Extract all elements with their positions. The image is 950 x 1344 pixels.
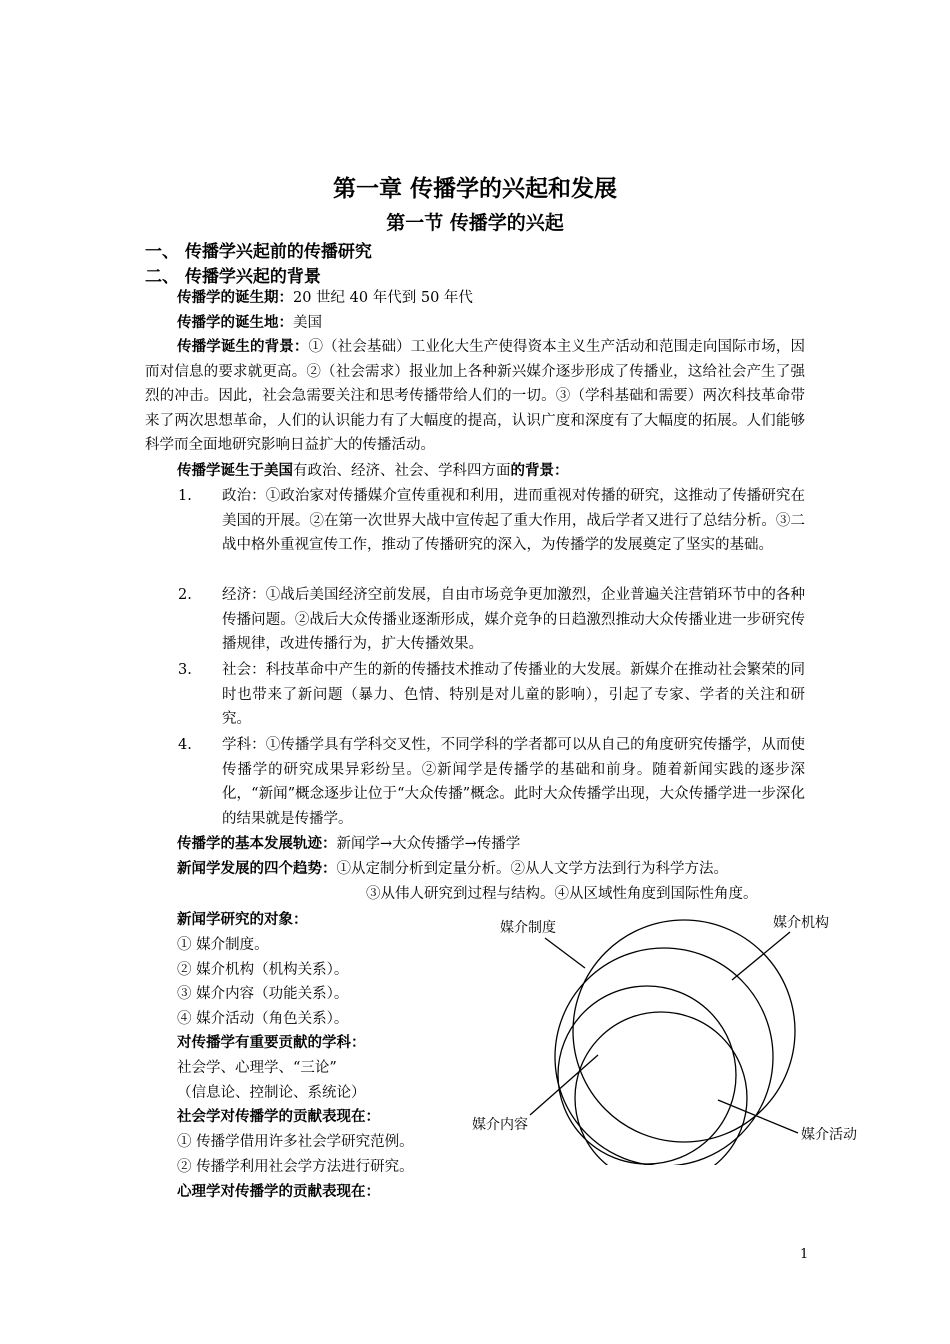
birth-period [177, 286, 473, 311]
background-text: ①（社会基础）工业化大生产使得资本主义生产活动和范围走向国际市场，因而对信息的要求就更高。②（社会需求）报业加上各种新兴媒介逐步形成了传播业，这给社会产生了强烈的冲击。因此，社会急需要关注和思考传播带给人们的一切。③（学科基础和需要）两次科技革命带来了两次思想革命，人们的认识能力有了大幅度的提高，认识广度和深度有了大幅度的拓展。人们能够科学而全面地研究影响日益扩大的传播活动。 [145, 339, 806, 453]
four-trends [177, 857, 728, 882]
list-item-text: 学科：①传播学具有学科交叉性，不同学科的学者都可以从自己的角度研究传播学，从而使传播学的研究成果异彩纷呈。②新闻学是传播学的基础和前身。随着新闻实践的逐步深化，“新闻”概念逐步让位于“大众传播”概念。此时大众传播学出现，大众传播学进一步深化的结果就是传播学。 [222, 737, 805, 827]
contrib-line-1: 社会学、心理学、“三论” [177, 1060, 337, 1076]
birth-place-value: 美国 [293, 315, 322, 331]
sociology-label: 社会学对传播学的贡献表现在： [177, 1109, 380, 1125]
development-track [177, 832, 520, 857]
list-item-text: 政治：①政治家对传播媒介宣传重视和利用，进而重视对传播的研究，这推动了传播研究在美国的开展。②在第一次世界大战中宣传起了重大作用，战后学者又进行了总结分析。③二战中格外重视宣传工作，推动了传播研究的深入，为传播学的发展奠定了坚实的基础。 [222, 488, 805, 553]
list-item: ② 传播学利用社会学方法进行研究。 [177, 1158, 414, 1175]
psychology-label: 心理学对传播学的贡献表现在： [177, 1184, 380, 1200]
background-paragraph [145, 335, 805, 458]
track-label: 传播学的基本发展轨迹： [177, 836, 337, 852]
usa-intro-bold-a: 传播学诞生于美国 [177, 463, 293, 479]
media-circles-diagram [440, 895, 880, 1165]
list-item-number: 2. [178, 587, 192, 603]
birth-period-label: 传播学的诞生期： [177, 290, 293, 306]
leader-line-organization [732, 932, 790, 980]
list-item-text: 经济：①战后美国经济空前发展，自由市场竞争更加激烈，企业普遍关注营销环节中的各种传播问题。②战后大众传播业逐渐形成，媒介竞争的日趋激烈推动大众传播业进一步研究传播规律，改进传播行为，扩大传播效果。 [222, 587, 805, 652]
birth-period-value: 20 世纪 40 年代到 50 年代 [293, 290, 473, 306]
trends-label: 新闻学发展的四个趋势： [177, 861, 337, 877]
leader-line-system [545, 938, 585, 968]
contrib-label: 对传播学有重要贡献的学科： [177, 1035, 366, 1051]
objects-list [177, 933, 348, 1031]
list-item-number: 3. [178, 662, 192, 678]
list-item: ① 媒介制度。 [177, 937, 269, 953]
list-item-number: 4. [178, 737, 192, 753]
list-item: ① 传播学借用许多社会学研究范例。 [177, 1134, 414, 1150]
sociology-list [177, 1130, 414, 1179]
list-item-number: 1. [178, 488, 192, 504]
heading-2: 二、 传播学兴起的背景 [145, 267, 321, 287]
section-title: 第一节 传播学的兴起 [386, 212, 564, 234]
background-label: 传播学诞生的背景： [177, 339, 309, 355]
usa-intro-bold-c: 的背景： [510, 463, 569, 479]
label-media-organization: 媒介机构 [773, 915, 829, 931]
circle-activity [575, 1012, 747, 1165]
leader-line-activity [718, 1100, 798, 1133]
contrib-line-2: （信息论、控制论、系统论） [177, 1085, 366, 1101]
trends-line-1: ①从定制分析到定量分析。②从人文学方法到行为科学方法。 [336, 861, 728, 877]
chapter-title: 第一章 传播学的兴起和发展 [332, 176, 617, 202]
label-media-content: 媒介内容 [472, 1117, 528, 1133]
track-value: 新闻学→大众传播学→传播学 [336, 836, 521, 852]
usa-intro [177, 459, 569, 484]
list-item: ③ 媒介内容（功能关系）。 [177, 986, 349, 1002]
trends-line-2: ③从伟人研究到过程与结构。④从区域性角度到国际性角度。 [366, 886, 758, 902]
objects-label: 新闻学研究的对象： [177, 912, 308, 928]
usa-intro-normal: 有政治、经济、社会、学科四方面 [293, 463, 511, 479]
label-media-activity: 媒介活动 [801, 1127, 857, 1143]
birth-place-label: 传播学的诞生地： [177, 315, 293, 331]
heading-1: 一、 传播学兴起前的传播研究 [145, 242, 372, 262]
label-media-system: 媒介制度 [500, 920, 556, 936]
list-item: ④ 媒介活动（角色关系）。 [177, 1010, 349, 1027]
page-number: 1 [800, 1247, 809, 1262]
birth-place [177, 311, 322, 336]
list-item-text: 社会：科技革命中产生的新的传播技术推动了传播业的大发展。新媒介在推动社会繁荣的同时也带来了新问题（暴力、色情、特别是对儿童的影响），引起了专家、学者的关注和研究。 [222, 662, 805, 727]
list-item: ② 媒介机构（机构关系）。 [177, 961, 349, 978]
